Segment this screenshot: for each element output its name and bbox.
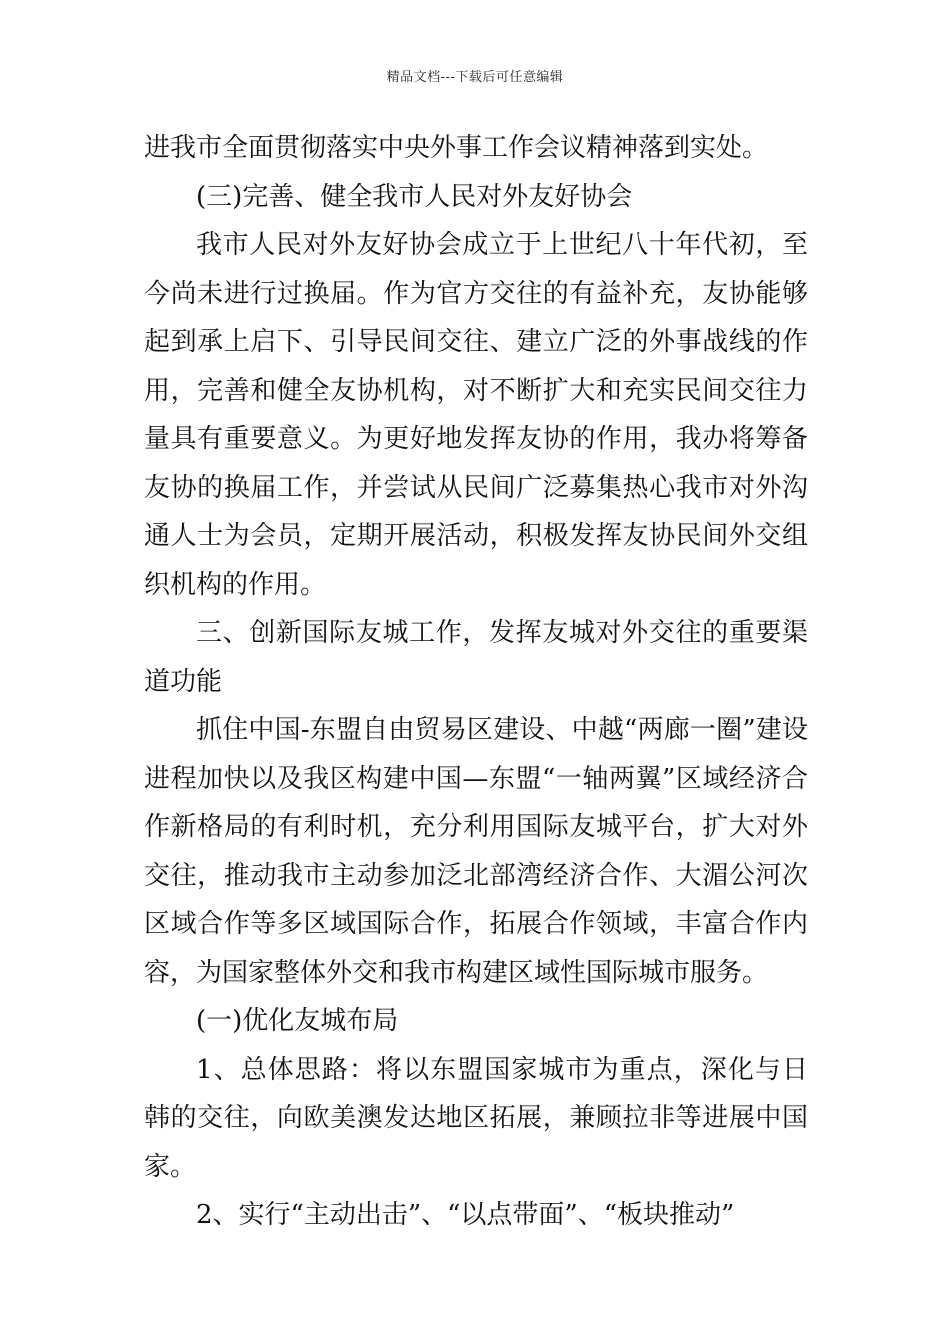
- page-header: 精品文档---下载后可任意编辑: [386, 70, 564, 85]
- paragraph-sister-cities: 抓住中国-东盟自由贸易区建设、中越“两廊一圈”建设进程加快以及我区构建中国—东盟“一轴两翼”区域经济合作新格局的有利时机，充分利用国际友城平台，扩大对外交往，推动我市主动参加泛北部湾经济合作、大湄公河次区域合作等多区域国际合作，拓展合作领域，丰富合作内容，为国家整体外交和我市构建区域性国际城市服务。: [144, 715, 808, 988]
- document-body: [144, 124, 808, 1240]
- section-heading-sister-cities: 三、创新国际友城工作，发挥友城对外交往的重要渠道功能: [144, 618, 808, 697]
- section-heading-layout: (一)优化友城布局: [196, 1006, 399, 1036]
- paragraph-implementation: 2、实行“主动出击”、“以点带面”、“板块推动”: [196, 1200, 735, 1230]
- paragraph-friendship-association: 我市人民对外友好协会成立于上世纪八十年代初，至今尚未进行过换届。作为官方交往的有益补充，友协能够起到承上启下、引导民间交往、建立广泛的外事战线的作用，完善和健全友协机构，对不断扩大和充实民间交往力量具有重要意义。为更好地发挥友协的作用，我办将筹备友协的换届工作，并尝试从民间广泛募集热心我市对外沟通人士为会员，定期开展活动，积极发挥友协民间外交组织机构的作用。: [144, 230, 808, 600]
- paragraph-overall-approach: 1、总体思路：将以东盟国家城市为重点，深化与日韩的交往，向欧美澳发达地区拓展，兼顾拉非等进展中国家。: [144, 1054, 808, 1182]
- paragraph-continuation: 进我市全面贯彻落实中央外事工作会议精神落到实处。: [144, 133, 769, 163]
- section-heading-friendship-association: (三)完善、健全我市人民对外友好协会: [196, 181, 633, 212]
